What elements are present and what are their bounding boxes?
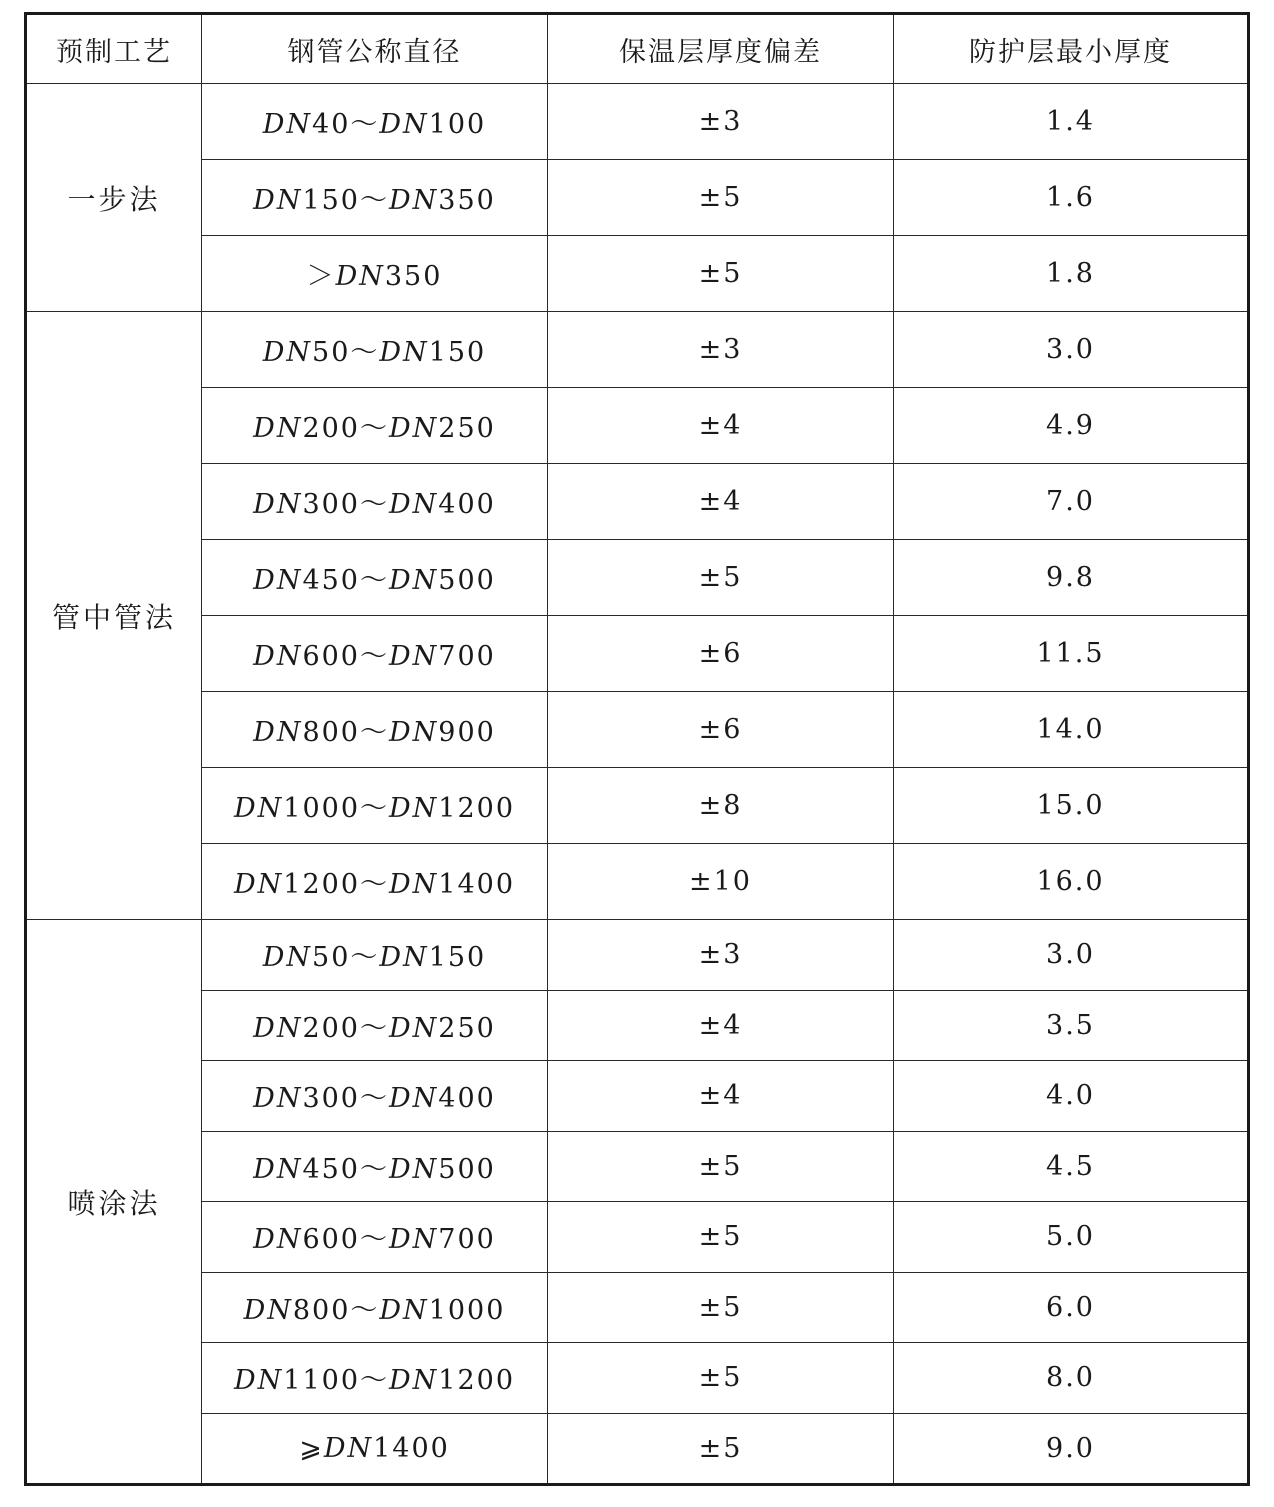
dn-to: 1200 — [438, 793, 515, 824]
thickness-tolerance-cell: ±4 — [548, 990, 894, 1061]
dn-from: 200 — [302, 1012, 360, 1044]
nominal-diameter-cell — [202, 1413, 548, 1485]
dn-range-sep: ～ — [360, 1224, 389, 1256]
dn-range-sep: ～ — [360, 641, 389, 672]
process-method-cell: 管中管法 — [26, 312, 202, 920]
header-process: 预制工艺 — [26, 14, 202, 84]
dn-range-sep: ～ — [360, 717, 389, 748]
min-thickness-cell: 16.0 — [894, 844, 1249, 920]
dn-from: 50 — [312, 337, 351, 368]
dn-from: 300 — [302, 489, 360, 520]
dn-symbol: DN — [253, 1083, 303, 1115]
dn-from: 600 — [302, 1224, 360, 1256]
table-row — [26, 1202, 1249, 1273]
min-thickness-cell: 9.8 — [894, 540, 1249, 616]
nominal-diameter-cell — [202, 1272, 548, 1343]
table-row — [26, 540, 1249, 616]
nominal-diameter-cell — [202, 388, 548, 464]
process-method-cell: 一步法 — [26, 84, 202, 312]
dn-symbol: DN — [389, 1365, 439, 1397]
dn-range-sep: ～ — [360, 413, 389, 444]
dn-range-sep: ～ — [350, 1294, 380, 1326]
table-row — [26, 768, 1249, 844]
dn-symbol: DN — [253, 565, 303, 596]
nominal-diameter-cell — [202, 236, 548, 312]
thickness-tolerance-cell: ±5 — [548, 160, 894, 236]
dn-to: 150 — [428, 337, 487, 368]
dn-from: 1100 — [283, 1365, 360, 1397]
dn-range-sep: ～ — [360, 489, 389, 520]
table-row — [26, 990, 1249, 1061]
header-min-jacket-thickness: 防护层最小厚度 — [894, 14, 1249, 84]
thickness-tolerance-cell: ±6 — [548, 692, 894, 768]
table-row — [26, 1343, 1249, 1414]
dn-to: 400 — [438, 1083, 496, 1115]
min-thickness-cell: 4.5 — [894, 1131, 1249, 1202]
table-row — [26, 388, 1249, 464]
dn-symbol: DN — [389, 717, 439, 748]
dn-range-sep: ～ — [360, 1153, 389, 1185]
dn-from: 150 — [302, 185, 360, 216]
table-row — [26, 464, 1249, 540]
table-row — [26, 160, 1249, 236]
dn-symbol: DN — [379, 942, 429, 974]
thickness-tolerance-cell: ±5 — [548, 1131, 894, 1202]
min-thickness-cell: 9.0 — [894, 1413, 1249, 1485]
min-thickness-cell: 4.9 — [894, 388, 1249, 464]
dn-range-sep: ～ — [360, 185, 389, 216]
insulation-thickness-table — [24, 12, 1250, 1486]
dn-from: 450 — [302, 1153, 360, 1185]
dn-from: 1000 — [283, 793, 360, 824]
min-thickness-cell: 8.0 — [894, 1343, 1249, 1414]
dn-from: 200 — [302, 413, 360, 444]
dn-from: 1400 — [373, 1432, 450, 1464]
thickness-tolerance-cell: ±3 — [548, 84, 894, 160]
nominal-diameter-cell — [202, 1343, 548, 1414]
dn-to: 900 — [438, 717, 496, 748]
thickness-tolerance-cell: ±4 — [548, 1061, 894, 1132]
dn-range-sep: ～ — [360, 1365, 389, 1397]
process-method-cell: 喷涂法 — [26, 920, 202, 1485]
dn-symbol: DN — [262, 942, 313, 974]
dn-from: 40 — [312, 109, 351, 140]
dn-to: 100 — [428, 109, 487, 140]
dn-symbol: DN — [389, 1012, 439, 1044]
min-thickness-cell: 15.0 — [894, 768, 1249, 844]
thickness-tolerance-cell: ±4 — [548, 388, 894, 464]
thickness-tolerance-cell: ±6 — [548, 616, 894, 692]
nominal-diameter-cell — [202, 616, 548, 692]
dn-from: 1200 — [283, 869, 360, 900]
thickness-tolerance-cell: ±5 — [548, 1202, 894, 1273]
dn-symbol: DN — [253, 641, 303, 672]
nominal-diameter-cell — [202, 1131, 548, 1202]
dn-symbol: DN — [389, 793, 439, 824]
table-row — [26, 84, 1249, 160]
dn-symbol: DN — [389, 641, 439, 672]
header-row — [26, 14, 1249, 84]
table-row — [26, 1131, 1249, 1202]
dn-from: 300 — [302, 1083, 360, 1115]
header-nominal-diameter: 钢管公称直径 — [202, 14, 548, 84]
dn-to: 1000 — [428, 1294, 506, 1326]
nominal-diameter-cell — [202, 1202, 548, 1273]
dn-to: 700 — [438, 1224, 496, 1256]
nominal-diameter-cell — [202, 312, 548, 388]
nominal-diameter-cell — [202, 768, 548, 844]
dn-symbol: DN — [323, 1432, 374, 1464]
nominal-diameter-cell — [202, 990, 548, 1061]
dn-range-sep: ～ — [350, 337, 380, 368]
dn-symbol: DN — [253, 413, 303, 444]
dn-from: 800 — [302, 717, 360, 748]
thickness-tolerance-cell: ±3 — [548, 312, 894, 388]
dn-to: 250 — [438, 413, 496, 444]
dn-from: 600 — [302, 641, 360, 672]
table-row — [26, 1413, 1249, 1485]
thickness-tolerance-cell: ±3 — [548, 920, 894, 991]
thickness-tolerance-cell: ±5 — [548, 1343, 894, 1414]
nominal-diameter-cell — [202, 1061, 548, 1132]
min-thickness-cell: 3.0 — [894, 920, 1249, 991]
dn-to: 350 — [438, 185, 496, 216]
dn-from: 800 — [292, 1294, 351, 1326]
nominal-diameter-cell — [202, 692, 548, 768]
table-row — [26, 1061, 1249, 1132]
dn-symbol: DN — [243, 1294, 293, 1326]
dn-symbol: DN — [389, 1153, 439, 1185]
dn-prefix: ⩾ — [299, 1432, 324, 1464]
nominal-diameter-cell — [202, 540, 548, 616]
min-thickness-cell: 1.4 — [894, 84, 1249, 160]
thickness-tolerance-cell: ±8 — [548, 768, 894, 844]
dn-range-sep: ～ — [360, 565, 389, 596]
dn-symbol: DN — [253, 1012, 303, 1044]
thickness-tolerance-cell: ±5 — [548, 540, 894, 616]
table-row — [26, 312, 1249, 388]
dn-symbol: DN — [262, 337, 313, 368]
dn-symbol: DN — [234, 1365, 284, 1397]
table-row — [26, 616, 1249, 692]
dn-symbol: DN — [335, 261, 385, 292]
dn-symbol: DN — [389, 1224, 439, 1256]
dn-symbol: DN — [253, 185, 303, 216]
dn-range-sep: ～ — [350, 109, 380, 140]
dn-symbol: DN — [389, 185, 439, 216]
nominal-diameter-cell — [202, 84, 548, 160]
dn-from: 350 — [384, 261, 443, 292]
nominal-diameter-cell — [202, 464, 548, 540]
table-row — [26, 236, 1249, 312]
dn-to: 400 — [438, 489, 496, 520]
min-thickness-cell: 6.0 — [894, 1272, 1249, 1343]
dn-symbol: DN — [253, 1153, 303, 1185]
thickness-tolerance-cell: ±10 — [548, 844, 894, 920]
nominal-diameter-cell — [202, 844, 548, 920]
dn-symbol: DN — [379, 109, 429, 140]
dn-symbol: DN — [389, 489, 439, 520]
thickness-tolerance-cell: ±5 — [548, 236, 894, 312]
thickness-tolerance-cell: ±5 — [548, 1272, 894, 1343]
dn-symbol: DN — [234, 793, 284, 824]
dn-range-sep: ～ — [360, 1083, 389, 1115]
thickness-tolerance-cell: ±5 — [548, 1413, 894, 1485]
min-thickness-cell: 1.8 — [894, 236, 1249, 312]
dn-symbol: DN — [379, 1294, 429, 1326]
table-row — [26, 692, 1249, 768]
thickness-tolerance-cell: ±4 — [548, 464, 894, 540]
dn-prefix: ＞ — [306, 261, 336, 292]
dn-range-sep: ～ — [360, 1012, 389, 1044]
dn-to: 150 — [428, 942, 487, 974]
dn-to: 500 — [438, 1153, 496, 1185]
table-row — [26, 844, 1249, 920]
dn-to: 500 — [438, 565, 496, 596]
dn-to: 700 — [438, 641, 496, 672]
dn-symbol: DN — [389, 413, 439, 444]
dn-range-sep: ～ — [360, 869, 389, 900]
dn-symbol: DN — [253, 717, 303, 748]
dn-range-sep: ～ — [350, 942, 380, 974]
min-thickness-cell: 1.6 — [894, 160, 1249, 236]
table-row — [26, 1272, 1249, 1343]
dn-to: 1400 — [438, 869, 515, 900]
dn-range-sep: ～ — [360, 793, 389, 824]
dn-symbol: DN — [389, 869, 439, 900]
min-thickness-cell: 3.5 — [894, 990, 1249, 1061]
table-row — [26, 920, 1249, 991]
dn-symbol: DN — [379, 337, 429, 368]
dn-symbol: DN — [389, 565, 439, 596]
dn-symbol: DN — [234, 869, 284, 900]
dn-from: 450 — [302, 565, 360, 596]
min-thickness-cell: 4.0 — [894, 1061, 1249, 1132]
dn-from: 50 — [312, 942, 351, 974]
dn-to: 1200 — [438, 1365, 515, 1397]
min-thickness-cell: 11.5 — [894, 616, 1249, 692]
min-thickness-cell: 3.0 — [894, 312, 1249, 388]
dn-to: 250 — [438, 1012, 496, 1044]
dn-symbol: DN — [253, 489, 303, 520]
min-thickness-cell: 5.0 — [894, 1202, 1249, 1273]
nominal-diameter-cell — [202, 160, 548, 236]
header-insulation-tolerance: 保温层厚度偏差 — [548, 14, 894, 84]
dn-symbol: DN — [262, 109, 313, 140]
table-body — [26, 84, 1249, 1485]
dn-symbol: DN — [253, 1224, 303, 1256]
nominal-diameter-cell — [202, 920, 548, 991]
dn-symbol: DN — [389, 1083, 439, 1115]
min-thickness-cell: 7.0 — [894, 464, 1249, 540]
min-thickness-cell: 14.0 — [894, 692, 1249, 768]
